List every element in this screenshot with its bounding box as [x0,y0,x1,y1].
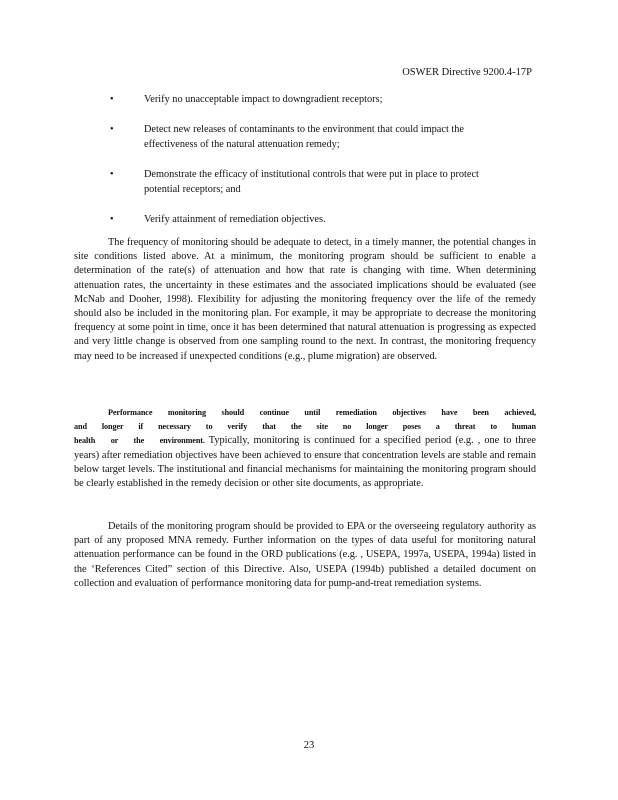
bullet-item [110,92,510,107]
paragraph-text: Typically, monitoring is continued for a specified period (e.g. , one to three years) after remediation objectives have been achieved to ensure that concentration levels are stable and remain below target levels. The institutional and financial mechanisms for maintaining the monitoring program should be clearly established in the remedy decision or other site documents, as appropriate. [74,435,537,490]
paragraph-text: Details of the monitoring program should be provided to EPA or the overseeing regulatory authority as part of any proposed MNA remedy. Further information on the types of data useful for monitoring natural attenuation performance can be found in the ORD publications (e.g. , USEPA, 1997a, USEPA, 1994a) listed in the ‘References Cited” section of this Directive. Also, USEPA (1994b) published a detailed document on collection and evaluation of performance monitoring data for pump-and-treat remediation systems. [74,521,536,589]
bullet-text: Verify no unacceptable impact to downgradient receptors; [144,94,383,105]
paragraph-monitoring-frequency [74,236,536,364]
paragraph-text: The frequency of monitoring should be adequate to detect, in a timely manner, the potential changes in site conditions listed above. At a minimum, the monitoring program should be sufficient to enable a determination of the rate(s) of attenuation and how that rate is changing with time. When determining attenuation rates, the uncertainty in these estimates and the associated implications should be evaluated (see McNab and Dooher, 1998). Flexibility for adjusting the monitoring frequency over the life of the remedy should also be included in the monitoring plan. For example, it may be appropriate to decrease the monitoring frequency at some point in time, once it has been determined that natural attenuation is progressing as expected and very little change is observed from one sampling round to the next. In contrast, the monitoring frequency may need to be increased if unexpected conditions (e.g., plume migration) are observed. [74,237,536,362]
paragraph-performance-monitoring [74,406,536,491]
page-number: 23 [303,740,315,751]
bullet-text: Verify attainment of remediation objectives. [144,214,326,225]
directive-header: OSWER Directive 9200.4-17P [402,67,532,78]
bullet-mark: • [110,214,114,225]
paragraph-monitoring-details [74,520,536,591]
bullet-item [110,122,510,152]
bullet-text: Demonstrate the efficacy of institutional controls that were put in place to protect potential receptors; and [144,169,479,195]
bullet-item [110,212,510,227]
bullet-mark: • [110,94,114,105]
bullet-mark: • [110,124,114,135]
bullet-text: Detect new releases of contaminants to the environment that could impact the effectiveness of the natural attenuation remedy; [144,124,464,150]
bold-lead-sentence: Performance monitoring should continue until remediation objectives have been achieved, and longer if necessary to verify that the site no longer poses a threat to human health or the environment. [74,408,536,446]
bullet-mark: • [110,169,114,180]
objectives-bullet-list [110,92,510,242]
bullet-item [110,167,510,197]
